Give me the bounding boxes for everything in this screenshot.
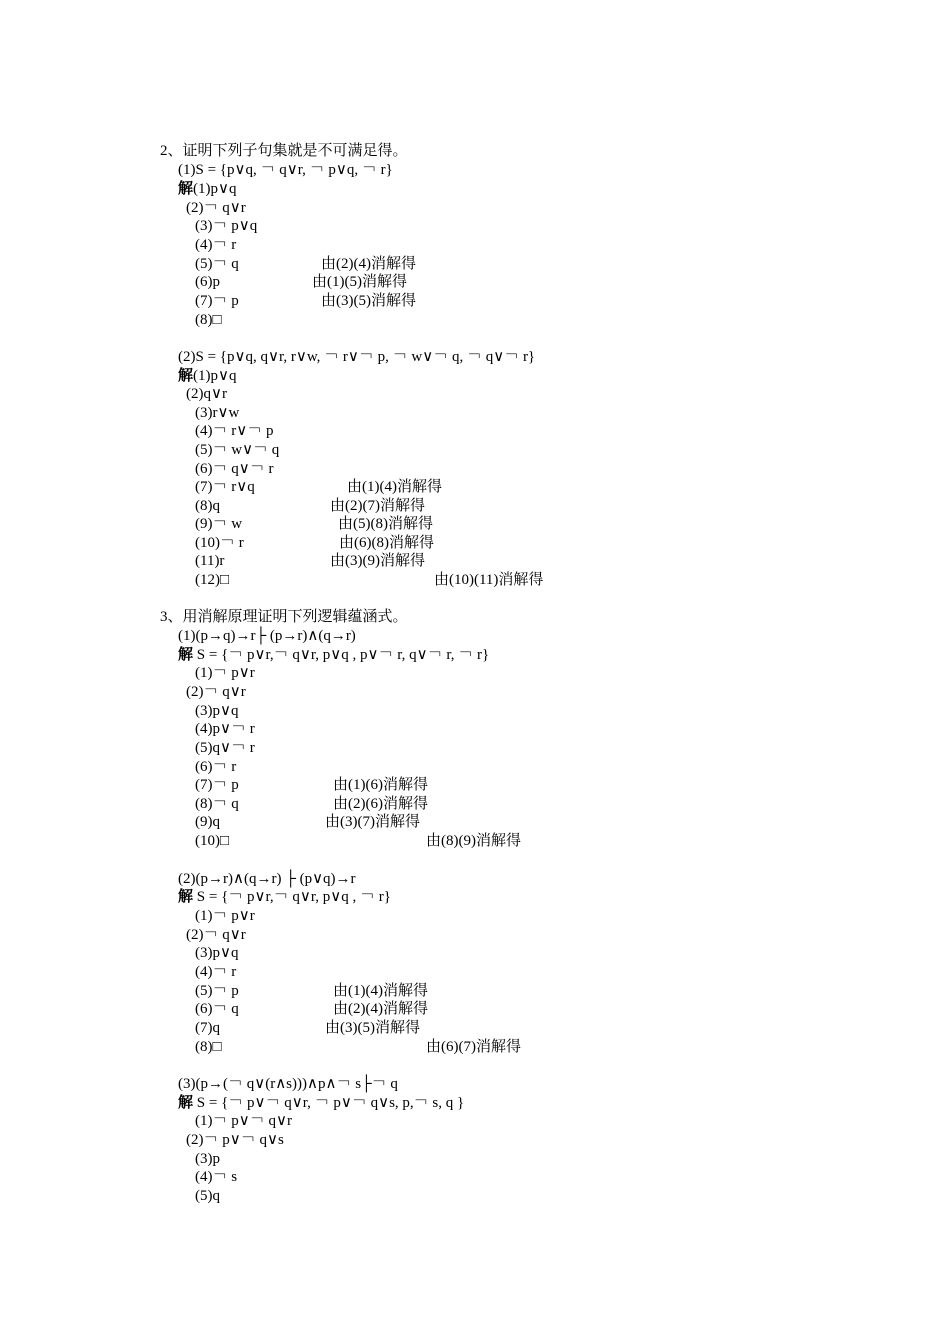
q2-p2-step-12: (12)□	[195, 572, 230, 588]
q3-p3-step-3: (3)p	[195, 1151, 220, 1167]
jie-label: 解	[178, 1095, 194, 1111]
jie-label: 解	[178, 889, 194, 905]
q3-p2-step-8: (8)□	[195, 1039, 222, 1055]
q2-p1-statement: (1)S = {p∨q, ￢ q∨r, ￢ p∨q, ￢ r}	[178, 162, 393, 178]
q2-p1-note-6: 由(1)(5)消解得	[312, 274, 407, 290]
q2-p2-step-8: (8)q	[195, 498, 220, 514]
q2-p2-note-9: 由(5)(8)消解得	[338, 516, 433, 532]
q2-p2-step-2: (2)q∨r	[186, 386, 227, 402]
q3-p1-step-3: (3)p∨q	[195, 703, 239, 719]
q3-p1-step-6: (6)￢ r	[195, 759, 237, 775]
q2-p2-step-7: (7)￢ r∨q	[195, 479, 255, 495]
q3-p1-note-10: 由(8)(9)消解得	[426, 833, 521, 849]
q3-p1-step-9: (9)q	[195, 814, 220, 830]
q2-p2-solution-first	[178, 367, 237, 385]
q3-p2-note-6: 由(2)(4)消解得	[333, 1001, 428, 1017]
q2-p2-step-5: (5)￢ w∨￢ q	[195, 442, 280, 458]
q2-p2-step-6: (6)￢ q∨￢ r	[195, 461, 274, 477]
q3-p2-statement: (2)(p→r)∧(q→r) ├ (p∨q)→r	[178, 871, 356, 887]
q3-p2-step-6: (6)￢ q	[195, 1001, 239, 1017]
q2-p1-step-6: (6)p	[195, 274, 220, 290]
q2-p1-step-5: (5)￢ q	[195, 256, 239, 272]
q3-p1-note-7: 由(1)(6)消解得	[333, 777, 428, 793]
q2-p2-note-12: 由(10)(11)消解得	[434, 572, 544, 588]
jie-label: 解	[178, 181, 194, 197]
q2-p1-step-4: (4)￢ r	[195, 237, 237, 253]
q2-p2-step-11: (11)r	[195, 553, 225, 569]
q3-p3-step-2: (2)￢ p∨￢ q∨s	[186, 1132, 284, 1148]
q3-p2-note-5: 由(1)(4)消解得	[333, 983, 428, 999]
q3-p2-step-1: (1)￢ p∨r	[195, 908, 255, 924]
q3-p2-solution-first	[178, 888, 391, 906]
q3-p3-step-5: (5)q	[195, 1188, 220, 1204]
q3-p1-note-9: 由(3)(7)消解得	[325, 814, 420, 830]
jie-label: 解	[178, 647, 194, 663]
q3-p3-step-1: (1)￢ p∨￢ q∨r	[195, 1113, 292, 1129]
q2-p2-note-7: 由(1)(4)消解得	[347, 479, 442, 495]
q3-p1-step-7: (7)￢ p	[195, 777, 239, 793]
step-text: S = {￢ p∨￢ q∨r, ￢ p∨￢ q∨s, p,￢ s, q }	[193, 1095, 465, 1111]
q2-p2-statement: (2)S = {p∨q, q∨r, r∨w, ￢ r∨￢ p, ￢ w∨￢ q, ￢ q∨￢ r}	[178, 349, 536, 365]
jie-label: 解	[178, 368, 194, 384]
q3-p1-note-8: 由(2)(6)消解得	[333, 796, 428, 812]
step-text: S = {￢ p∨r,￢ q∨r, p∨q , ￢ r}	[193, 889, 391, 905]
q2-p2-step-10: (10)￢ r	[195, 535, 244, 551]
q3-p2-step-3: (3)p∨q	[195, 945, 239, 961]
step-text: (1)p∨q	[193, 181, 237, 197]
q2-p1-step-3: (3)￢ p∨q	[195, 218, 258, 234]
q2-p1-solution-first	[178, 180, 237, 198]
q2-p1-step-7: (7)￢ p	[195, 293, 239, 309]
q3-p2-step-4: (4)￢ r	[195, 964, 237, 980]
q2-p2-note-8: 由(2)(7)消解得	[330, 498, 425, 514]
q3-p1-statement: (1)(p→q)→r├ (p→r)∧(q→r)	[178, 628, 356, 644]
q2-p1-note-5: 由(2)(4)消解得	[321, 256, 416, 272]
q2-p1-step-2: (2)￢ q∨r	[186, 200, 246, 216]
step-text: (1)p∨q	[193, 368, 237, 384]
q3-p1-step-4: (4)p∨￢ r	[195, 721, 255, 737]
q3-p2-note-8: 由(6)(7)消解得	[426, 1039, 521, 1055]
q3-p3-solution-first	[178, 1094, 464, 1112]
q2-p2-step-3: (3)r∨w	[195, 405, 240, 421]
q2-p2-step-9: (9)￢ w	[195, 516, 243, 532]
q3-p1-step-5: (5)q∨￢ r	[195, 740, 255, 756]
q3-p1-step-1: (1)￢ p∨r	[195, 665, 255, 681]
q3-p2-step-5: (5)￢ p	[195, 983, 239, 999]
q3-heading: 3、用消解原理证明下列逻辑蕴涵式。	[160, 609, 408, 625]
q3-p3-step-4: (4)￢ s	[195, 1169, 238, 1185]
q3-p3-statement: (3)(p→(￢ q∨(r∧s)))∧p∧￢ s├￢ q	[178, 1076, 398, 1092]
q3-p2-step-2: (2)￢ q∨r	[186, 927, 246, 943]
q3-p1-step-8: (8)￢ q	[195, 796, 239, 812]
q2-p2-note-10: 由(6)(8)消解得	[339, 535, 434, 551]
q3-p1-step-10: (10)□	[195, 833, 230, 849]
q2-p1-step-8: (8)□	[195, 312, 222, 328]
q2-p1-note-7: 由(3)(5)消解得	[321, 293, 416, 309]
q3-p1-step-2: (2)￢ q∨r	[186, 684, 246, 700]
q3-p2-note-7: 由(3)(5)消解得	[325, 1020, 420, 1036]
q2-p2-step-4: (4)￢ r∨￢ p	[195, 423, 274, 439]
q3-p2-step-7: (7)q	[195, 1020, 220, 1036]
q3-p1-solution-first	[178, 646, 489, 664]
q2-heading: 2、证明下列子句集就是不可满足得。	[160, 143, 408, 159]
step-text: S = {￢ p∨r,￢ q∨r, p∨q , p∨￢ r, q∨￢ r, ￢ r}	[193, 647, 490, 663]
q2-p2-note-11: 由(3)(9)消解得	[330, 553, 425, 569]
